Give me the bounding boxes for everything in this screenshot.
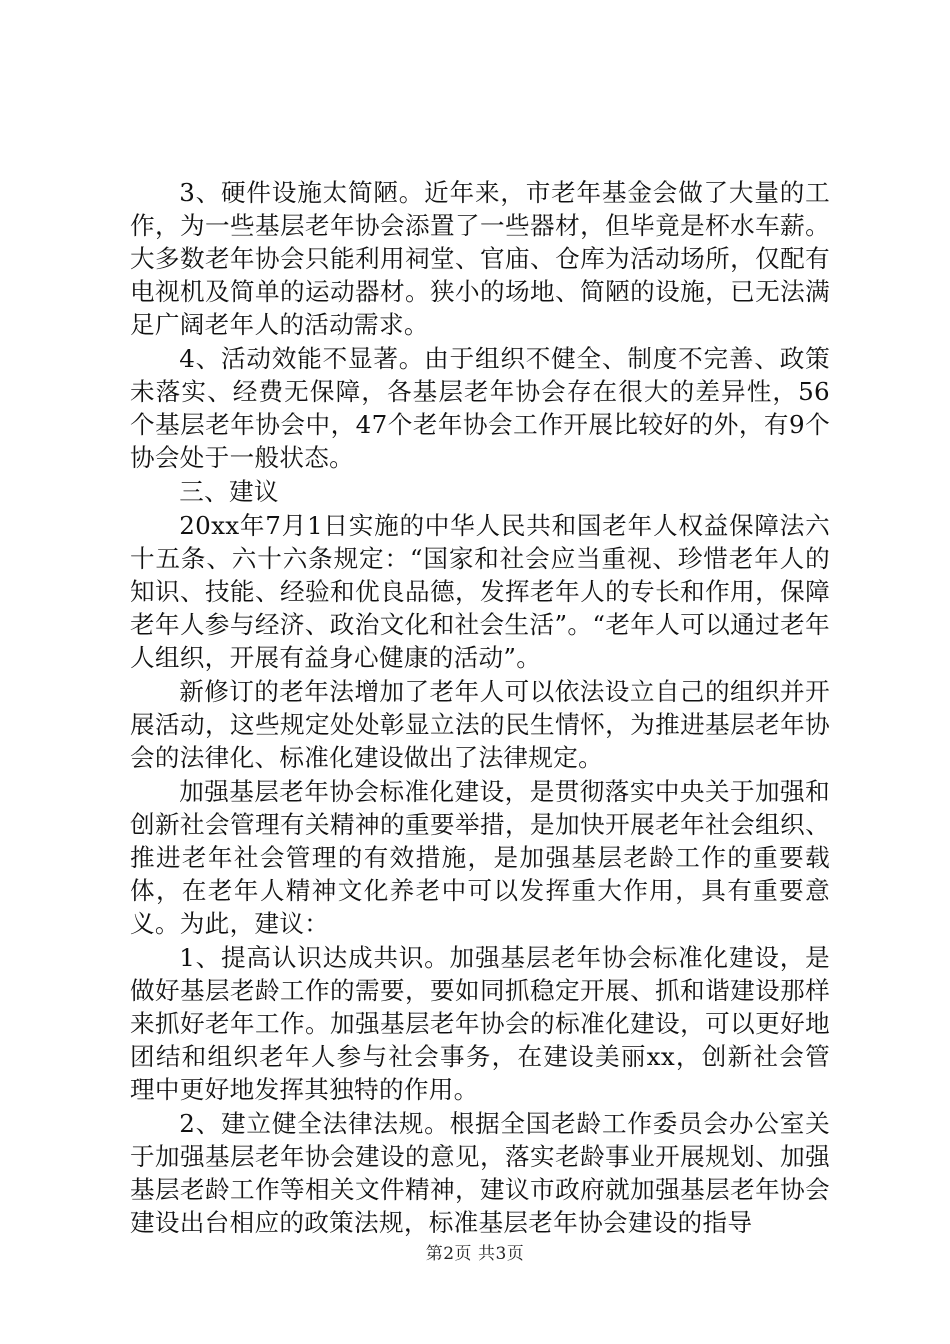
paragraph-elderly-rights-law: 20xx年7月1日实施的中华人民共和国老年人权益保障法六十五条、六十六条规定：“国家和社会应当重视、珍惜老年人的知识、技能、经验和优良品德，发挥老年人的专长和作用，保障老年人参与经济、政治文化和社会生活”。“老年人可以通过老年人组织，开展有益身心健康的活动”。 (130, 511, 830, 672)
paragraph-activity-effectiveness: 4、活动效能不显著。由于组织不健全、制度不完善、政策未落实、经费无保障，各基层老年协会存在很大的差异性，56个基层老年协会中，47个老年协会工作开展比较好的外，有9个协会处于一般状态。 (130, 344, 830, 472)
paragraph-legal-framework: 2、建立健全法律法规。根据全国老龄工作委员会办公室关于加强基层老年协会建设的意见，落实老龄事业开展规划、加强基层老龄工作等相关文件精神，建议市政府就加强基层老年协会建设出台相应的政策法规，标准基层老年协会建设的指导 (130, 1109, 830, 1237)
paragraph-revised-law: 新修订的老年法增加了老年人可以依法设立自己的组织并开展活动，这些规定处处彰显立法的民生情怀，为推进基层老年协会的法律化、标准化建设做出了法律规定。 (130, 677, 830, 772)
section-heading-suggestions: 三、建议 (179, 477, 279, 506)
paragraph-hardware-facilities: 3、硬件设施太简陋。近年来，市老年基金会做了大量的工作，为一些基层老年协会添置了一些器材，但毕竟是杯水车薪。大多数老年协会只能利用祠堂、官庙、仓库为活动场所，仅配有电视机及简单的运动器材。狭小的场地、简陋的设施，已无法满足广阔老年人的活动需求。 (130, 178, 830, 339)
paragraph-raise-awareness: 1、提高认识达成共识。加强基层老年协会标准化建设，是做好基层老龄工作的需要，要如同抓稳定开展、抓和谐建设那样来抓好老年工作。加强基层老年协会的标准化建设，可以更好地团结和组织老年人参与社会事务，在建设美丽xx，创新社会管理中更好地发挥其独特的作用。 (130, 943, 830, 1104)
paragraph-standardization: 加强基层老年协会标准化建设，是贯彻落实中央关于加强和创新社会管理有关精神的重要举措，是加快开展老年社会组织、推进老年社会管理的有效措施，是加强基层老龄工作的重要载体，在老年人精神文化养老中可以发挥重大作用，具有重要意义。为此，建议： (130, 777, 830, 938)
document-body (130, 176, 830, 1239)
page-number-footer: 第2页 共3页 (425, 1244, 525, 1264)
